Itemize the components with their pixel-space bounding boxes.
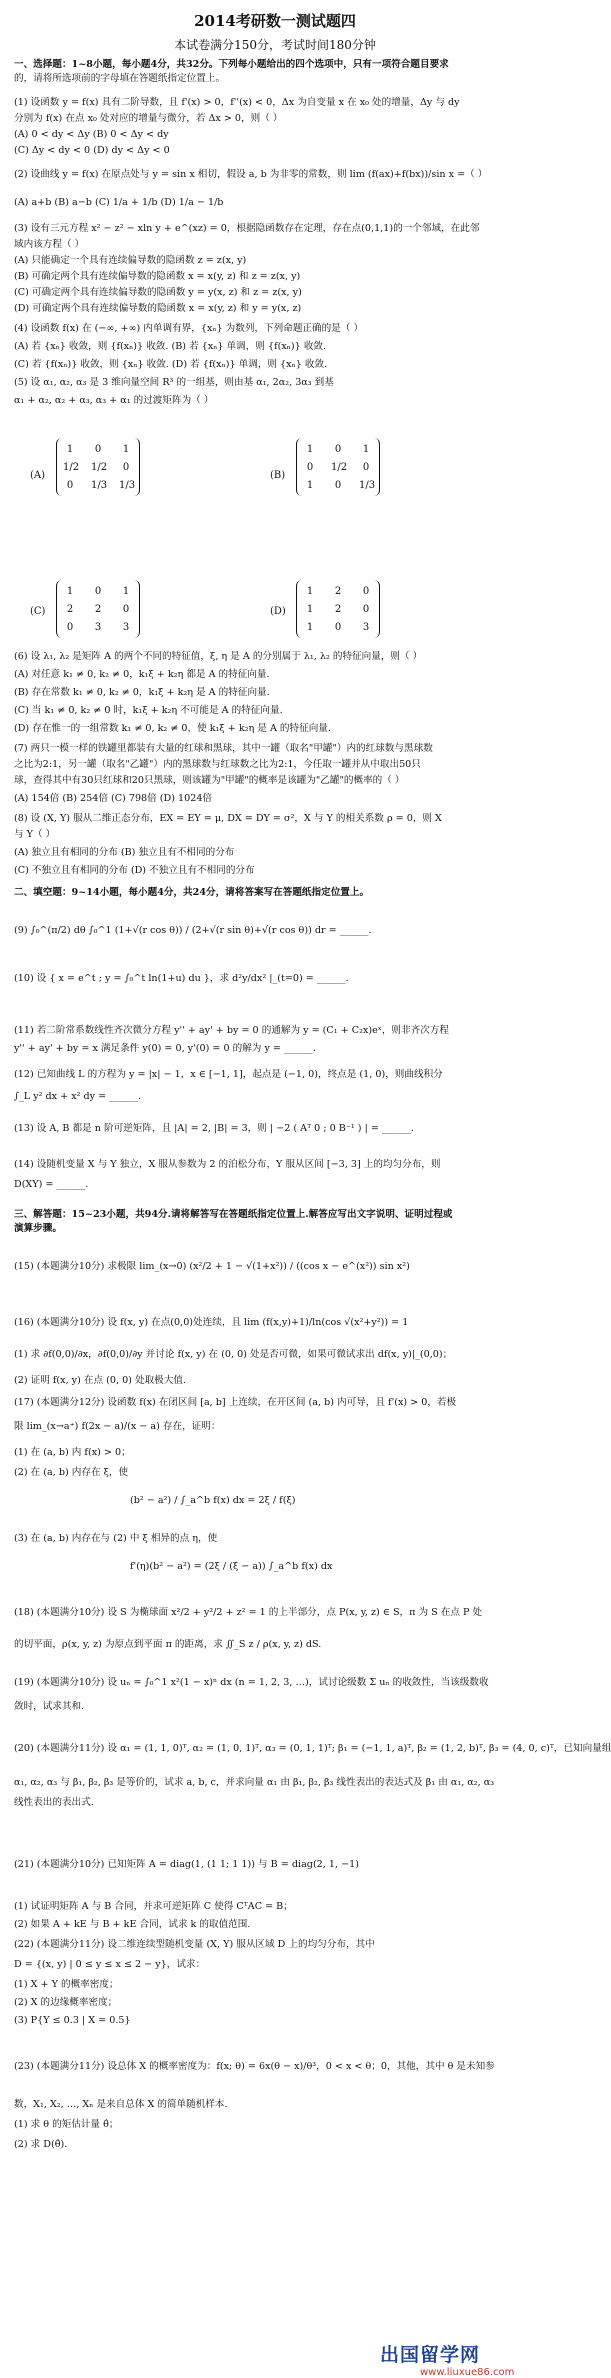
- q5-option-d-matrix: 1 2 0 1 2 0 1 0 3: [296, 580, 380, 638]
- question-22-text: D = {(x, y) | 0 ≤ y ≤ x ≤ 2 − y}，试求：: [14, 1959, 206, 1970]
- question-17-formula-1: (b² − a²) / ∫_a^b f(x) dx = 2ξ / f(ξ): [130, 1495, 296, 1506]
- question-22-part-2: (2) X 的边缘概率密度；: [14, 1997, 118, 2008]
- question-21-part-2: (2) 如果 A + kE 与 B + kE 合同，试求 k 的取值范围.: [14, 1919, 251, 1930]
- question-11: (11) 若二阶常系数线性齐次微分方程 y'' + ay' + by = 0 的通解为 y = (C₁ + C₂x)eˣ，则非齐次方程: [14, 1025, 449, 1036]
- question-1-text: 分别为 f(x) 在点 x₀ 处对应的增量与微分，若 Δx > 0，则（ ）: [14, 113, 283, 124]
- question-3: (3) 设有三元方程 x² − z² − xln y + e^(xz) = 0，根据隐函数存在定理，存在点(0,1,1)的一个邻域，在此邻: [14, 223, 480, 234]
- question-2-options: (A) a+b (B) a−b (C) 1/a + 1/b (D) 1/a − 1/b: [14, 197, 224, 208]
- question-16: (16) (本题满分10分) 设 f(x, y) 在点(0,0)处连续，且 lim (f(x,y)+1)/ln(cos √(x²+y²)) = 1: [14, 1317, 409, 1328]
- question-17: (17) (本题满分12分) 设函数 f(x) 在闭区间 [a, b] 上连续，在开区间 (a, b) 内可导，且 f'(x) > 0，若极: [14, 1397, 457, 1408]
- question-14: (14) 设随机变量 X 与 Y 独立，X 服从参数为 2 的泊松分布，Y 服从区间 [−3, 3] 上的均匀分布，则: [14, 1159, 441, 1170]
- question-17-formula-2: f'(η)(b² − a²) = (2ξ / (ξ − a)) ∫_a^b f(x) dx: [130, 1561, 333, 1572]
- question-17-part-3: (3) 在 (a, b) 内存在与 (2) 中 ξ 相异的点 η，使: [14, 1533, 218, 1544]
- section-2-heading: 二、填空题：9~14小题，每小题4分，共24分，请将答案写在答题纸指定位置上。: [14, 887, 370, 898]
- question-12: (12) 已知曲线 L 的方程为 y = |x| − 1，x ∈ [−1, 1]，起点是 (−1, 0)，终点是 (1, 0)，则曲线积分: [14, 1069, 443, 1080]
- question-20-text-1: α₁, α₂, α₃ 与 β₁, β₂, β₃ 是等价的，试求 a, b, c，并求向量 α₁ 由 β₁, β₂, β₃ 线性表出的表达式及 β₁ 由 α₁, α₂, α₃: [14, 1777, 495, 1788]
- question-5: (5) 设 α₁, α₂, α₃ 是 3 维向量空间 R³ 的一组基，则由基 α₁, 2α₂, 3α₃ 到基: [14, 377, 334, 388]
- question-22: (22) (本题满分11分) 设二维连续型随机变量 (X, Y) 服从区域 D 上的均匀分布，其中: [14, 1939, 375, 1950]
- q5-option-b-matrix: 1 0 1 0 1/2 0 1 0 1/3: [296, 438, 380, 496]
- question-19-text: 敛时，试求其和.: [14, 1701, 85, 1712]
- question-17-part-1: (1) 在 (a, b) 内 f(x) > 0；: [14, 1447, 131, 1458]
- q5-option-a-matrix: 1 0 1 1/2 1/2 0 0 1/3 1/3: [56, 438, 140, 496]
- question-7-text-1: 之比为2:1，另一罐（取名"乙罐"）内的黑球数与红球数之比为2:1，今任取一罐并从中取出50只: [14, 759, 421, 770]
- question-17-part-2: (2) 在 (a, b) 内存在 ξ，使: [14, 1467, 129, 1478]
- q5-option-c-label: (C): [30, 606, 46, 617]
- question-23-text: 数，X₁, X₂, …, Xₙ 是来自总体 X 的简单随机样本.: [14, 2099, 228, 2110]
- question-1-options-cd: (C) Δy < dy < 0 (D) dy < Δy < 0: [14, 145, 170, 156]
- question-4: (4) 设函数 f(x) 在 (−∞, +∞) 内单调有界，{xₙ} 为数列，下列命题正确的是（ ）: [14, 323, 364, 334]
- question-20-text-2: 线性表出的表出式.: [14, 1797, 94, 1808]
- site-logo[interactable]: [380, 2340, 540, 2378]
- question-4-options-cd: (C) 若 {f(xₙ)} 收敛，则 {xₙ} 收敛. (D) 若 {f(xₙ)} 单调，则 {xₙ} 收敛.: [14, 359, 328, 370]
- site-logo-text: 出国留学网: [380, 2344, 481, 2366]
- question-8-options-ab: (A) 独立且有相同的分布 (B) 独立且有不相同的分布: [14, 847, 235, 858]
- question-13: (13) 设 A, B 都是 n 阶可逆矩阵，且 |A| = 2, |B| = 3，则 | −2 ( Aᵀ 0 ; 0 B⁻¹ ) | = ______.: [14, 1123, 414, 1134]
- q5-option-b-label: (B): [270, 470, 286, 481]
- question-10: (10) 设 { x = e^t ; y = ∫₀^t ln(1+u) du }，求 d²y/dx² |_(t=0) = ______.: [14, 973, 349, 984]
- question-23-part-2: (2) 求 D(θ̂).: [14, 2139, 68, 2150]
- exam-title: 2014考研数一测试题四: [194, 12, 356, 30]
- question-6-option-b: (B) 存在常数 k₁ ≠ 0, k₂ ≠ 0，k₁ξ + k₂η 是 A 的特征向量.: [14, 687, 270, 698]
- question-5-text: α₁ + α₂, α₂ + α₃, α₃ + α₁ 的过渡矩阵为（ ）: [14, 395, 214, 406]
- question-21-part-1: (1) 试证明矩阵 A 与 B 合同，并求可逆矩阵 C 使得 CᵀAC = B；: [14, 1901, 293, 1912]
- question-3-text: 域内该方程（ ）: [14, 239, 85, 250]
- question-22-part-3: (3) P{Y ≤ 0.3 | X = 0.5}: [14, 2015, 131, 2026]
- question-4-options-ab: (A) 若 {xₙ} 收敛，则 {f(xₙ)} 收敛. (B) 若 {xₙ} 单调，则 {f(xₙ)} 收敛.: [14, 341, 327, 352]
- question-1: (1) 设函数 y = f(x) 具有二阶导数，且 f'(x) > 0，f''(x) < 0，Δx 为自变量 x 在 x₀ 处的增量，Δy 与 dy: [14, 97, 460, 108]
- question-17-text: 限 lim_(x→a⁺) f(2x − a)/(x − a) 存在，证明：: [14, 1421, 221, 1432]
- question-16-part-2: (2) 证明 f(x, y) 在点 (0, 0) 处取极大值.: [14, 1375, 186, 1386]
- question-3-option-b: (B) 可确定两个具有连续偏导数的隐函数 x = x(y, z) 和 z = z(x, y): [14, 271, 301, 282]
- question-3-option-c: (C) 可确定两个具有连续偏导数的隐函数 y = y(x, z) 和 z = z(x, y): [14, 287, 302, 298]
- question-7-text-2: 球，查得其中有30只红球和20只黑球，则该罐为"甲罐"的概率是该罐为"乙罐"的概率的（ ）: [14, 775, 405, 786]
- question-19: (19) (本题满分10分) 设 uₙ = ∫₀^1 x²(1 − x)ⁿ dx (n = 1, 2, 3, …)，试讨论级数 Σ uₙ 的收敛性，当该级数收: [14, 1677, 489, 1688]
- question-3-option-d: (D) 可确定两个具有连续偏导数的隐函数 x = x(y, z) 和 y = y(x, z): [14, 303, 302, 314]
- question-15: (15) (本题满分10分) 求极限 lim_(x→0) (x²/2 + 1 − √(1+x²)) / ((cos x − e^(x²)) sin x²): [14, 1261, 410, 1272]
- question-14-text: D(XY) = ______.: [14, 1179, 89, 1190]
- question-7: (7) 两只一模一样的铁罐里都装有大量的红球和黑球，其中一罐（取名"甲罐"）内的红球数与黑球数: [14, 743, 433, 754]
- question-12-text: ∫_L y² dx + x² dy = ______.: [14, 1091, 142, 1102]
- question-6-option-c: (C) 当 k₁ ≠ 0, k₂ ≠ 0 时，k₁ξ + k₂η 不可能是 A 的特征向量.: [14, 705, 283, 716]
- q5-option-d-label: (D): [270, 606, 286, 617]
- exam-subtitle: 本试卷满分150分，考试时间180分钟: [174, 38, 376, 52]
- q5-option-c-matrix: 1 0 1 2 2 0 0 3 3: [56, 580, 140, 638]
- section-1-instruction: 的，请将所选项前的字母填在答题纸指定位置上。: [14, 73, 226, 84]
- question-18-text: 的切平面，ρ(x, y, z) 为原点到平面 π 的距离，求 ∬_S z / ρ(x, y, z) dS.: [14, 1639, 322, 1650]
- question-9: (9) ∫₀^(π/2) dθ ∫₀^1 (1+√(r cos θ)) / (2+√(r sin θ)+√(r cos θ)) dr = ______.: [14, 925, 372, 936]
- question-7-options: (A) 154倍 (B) 254倍 (C) 798倍 (D) 1024倍: [14, 793, 213, 804]
- site-logo-url: www.liuxue86.com: [420, 2367, 515, 2378]
- question-20: (20) (本题满分11分) 设 α₁ = (1, 1, 0)ᵀ, α₂ = (1, 0, 1)ᵀ, α₃ = (0, 1, 1)ᵀ; β₁ = (−1, 1, a)ᵀ, β₂ = (1, 2, b)ᵀ, β₃ = (4, 0, c)ᵀ，已知向量组: [14, 1743, 611, 1754]
- question-8-text: 与 Y（ ）: [14, 829, 56, 840]
- question-23: (23) (本题满分11分) 设总体 X 的概率密度为：f(x; θ) = 6x(θ − x)/θ³，0 < x < θ；0，其他，其中 θ 是未知参: [14, 2061, 495, 2072]
- question-16-part-1: (1) 求 ∂f(0,0)/∂x，∂f(0,0)/∂y 并讨论 f(x, y) 在 (0, 0) 处是否可微，如果可微试求出 df(x, y)|_(0,0)；: [14, 1349, 453, 1360]
- question-2: (2) 设曲线 y = f(x) 在原点处与 y = sin x 相切，假设 a, b 为非零的常数，则 lim (f(ax)+f(bx))/sin x =（ ）: [14, 169, 488, 180]
- section-3-heading: 三、解答题：15~23小题，共94分.请将解答写在答题纸指定位置上.解答应写出文字说明、证明过程或: [14, 1209, 453, 1220]
- question-3-option-a: (A) 只能确定一个具有连续偏导数的隐函数 z = z(x, y): [14, 255, 247, 266]
- section-1-heading: 一、选择题：1~8小题，每小题4分，共32分。下列每小题给出的四个选项中，只有一项符合题目要求: [14, 59, 449, 70]
- question-6-option-a: (A) 对任意 k₁ ≠ 0, k₂ ≠ 0，k₁ξ + k₂η 都是 A 的特征向量.: [14, 669, 270, 680]
- question-6-option-d: (D) 存在惟一的一组常数 k₁ ≠ 0, k₂ ≠ 0，使 k₁ξ + k₂η 是 A 的特征向量.: [14, 723, 331, 734]
- question-18: (18) (本题满分10分) 设 S 为椭球面 x²/2 + y²/2 + z² = 1 的上半部分，点 P(x, y, z) ∈ S，π 为 S 在点 P 处: [14, 1607, 483, 1618]
- question-8-options-cd: (C) 不独立且有相同的分布 (D) 不独立且有不相同的分布: [14, 865, 255, 876]
- question-1-options-ab: (A) 0 < dy < Δy (B) 0 < Δy < dy: [14, 129, 169, 140]
- q5-option-a-label: (A): [30, 470, 46, 481]
- section-3-instruction: 演算步骤。: [14, 1223, 62, 1234]
- question-22-part-1: (1) X + Y 的概率密度；: [14, 1979, 119, 1990]
- question-23-part-1: (1) 求 θ 的矩估计量 θ̂；: [14, 2119, 119, 2130]
- question-21: (21) (本题满分10分) 已知矩阵 A = diag(1, (1 1; 1 1)) 与 B = diag(2, 1, −1): [14, 1859, 359, 1870]
- question-8: (8) 设 (X, Y) 服从二维正态分布，EX = EY = μ, DX = DY = σ²，X 与 Y 的相关系数 ρ = 0，则 X: [14, 813, 442, 824]
- question-11-text: y'' + ay' + by = x 满足条件 y(0) = 0, y'(0) = 0 的解为 y = ______.: [14, 1043, 316, 1054]
- question-6: (6) 设 λ₁, λ₂ 是矩阵 A 的两个不同的特征值，ξ, η 是 A 的分别属于 λ₁, λ₂ 的特征向量，则（ ）: [14, 651, 423, 662]
